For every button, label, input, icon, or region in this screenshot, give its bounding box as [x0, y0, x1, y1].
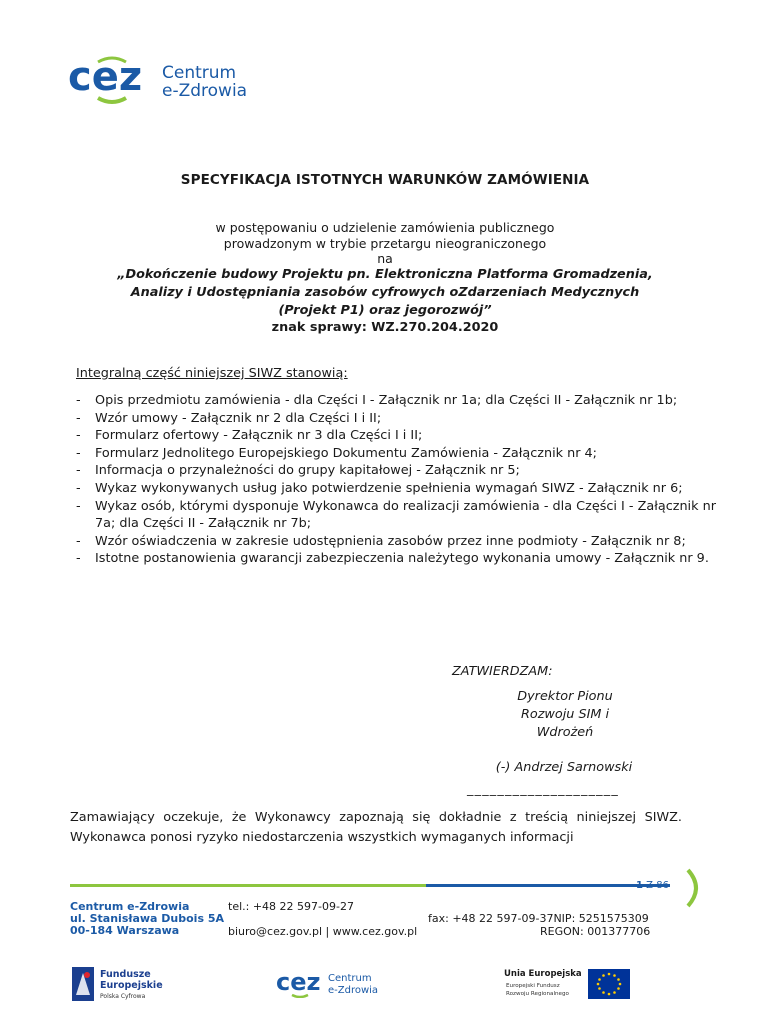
list-dash: -	[76, 410, 81, 426]
ue-logo-line1: Unia Europejska	[504, 969, 582, 979]
subject-line-1: „Dokończenie budowy Projektu pn. Elektroniczna Platforma Gromadzenia,	[117, 267, 653, 282]
page-separator: Z	[646, 880, 654, 891]
fundusze-europejskie-logo	[72, 965, 192, 1003]
subject-line-3: (Projekt P1) oraz jegorozwój”	[278, 303, 492, 318]
footer-city: 00-184 Warszawa	[70, 924, 180, 937]
footer-regon: REGON: 001377706	[540, 925, 651, 938]
attachment-item	[76, 462, 716, 480]
attachment-item	[76, 480, 716, 498]
cez-logo-footer	[276, 968, 388, 998]
list-dash: -	[76, 393, 81, 408]
cez-logo-mark: cez	[68, 54, 143, 100]
cez-footer-line2: e-Zdrowia	[328, 985, 379, 996]
list-dash: -	[76, 533, 81, 549]
attachment-text: Wzór umowy - Załącznik nr 2 dla Części I i II;	[95, 410, 382, 426]
subject-line-2: Analizy i Udostępniania zasobów cyfrowych oZdarzeniach Medycznych	[130, 285, 640, 300]
list-dash: -	[76, 445, 81, 461]
fe-logo-line1: Fundusze	[100, 969, 151, 980]
list-dash: -	[76, 498, 81, 514]
subject-block	[0, 266, 770, 320]
footer-arc-icon	[684, 866, 706, 910]
attachment-text: Wykaz wykonywanych usług jako potwierdzenie spełnienia wymagań SIWZ - Załącznik nr 6;	[95, 480, 683, 496]
cez-footer-line1: Centrum	[328, 973, 372, 984]
footer-divider-green	[70, 884, 426, 887]
footer-street: ul. Stanisława Dubois 5A	[70, 912, 224, 925]
cez-logo-line1: Centrum	[162, 63, 237, 83]
attachment-text: Istotne postanowienia gwarancji zabezpieczenia należytego wykonania umowy - Załącznik nr 9.	[95, 551, 709, 567]
attachment-text: Formularz Jednolitego Europejskiego Dokumentu Zamówienia - Załącznik nr 4;	[95, 445, 597, 461]
attachment-text: Opis przedmiotu zamówienia - dla Części I - Załącznik nr 1a; dla Części II - Załącznik nr 1b;	[95, 393, 678, 408]
attachment-text: Wykaz osób, którymi dysponuje Wykonawca do realizacji zamówienia - dla Części I - Załącznik nr 7a; dla Części II - Załącznik nr 7b;	[95, 498, 716, 532]
approval-role	[480, 688, 650, 742]
case-number: znak sprawy: WZ.270.204.2020	[271, 320, 499, 335]
attachments-heading: Integralną część niniejszej SIWZ stanowią:	[76, 366, 348, 381]
footer-divider-blue	[426, 884, 670, 887]
document-title: SPECYFIKACJA ISTOTNYCH WARUNKÓW ZAMÓWIENIA	[180, 172, 590, 188]
list-dash: -	[76, 551, 81, 567]
approval-role-line-2: Rozwoju SIM i	[520, 707, 610, 722]
approval-name: (-) Andrzej Sarnowski	[495, 760, 633, 775]
closing-paragraph: Zamawiający oczekuje, że Wykonawcy zapoznają się dokładnie z treścią niniejszej SIWZ. Wykonawca ponosi ryzyko niedostarczenia wszystkich wymaganych informacji	[70, 810, 682, 845]
intro-line-3: na	[377, 251, 393, 266]
page-current: 1	[636, 880, 643, 891]
intro-line-1: w postępowaniu o udzielenie zamówienia publicznego	[215, 220, 555, 235]
intro-line-2: prowadzonym w trybie przetargu nieograniczonego	[223, 235, 547, 251]
attachments-list	[76, 392, 716, 568]
fe-logo-line2: Europejskie	[100, 980, 163, 991]
footer-fax-nip: fax: +48 22 597-09-37NIP: 5251575309	[428, 912, 649, 925]
cez-logo-line2: e-Zdrowia	[162, 81, 248, 101]
attachment-item	[76, 410, 716, 428]
intro-block	[0, 220, 770, 267]
cez-logo	[68, 54, 278, 110]
signature-line: ____________________	[467, 782, 619, 797]
ue-logo-line3: Rozwoju Regionalnego	[506, 991, 569, 997]
footer-contact: biuro@cez.gov.pl | www.cez.gov.pl	[228, 925, 418, 938]
list-dash: -	[76, 480, 81, 496]
unia-europejska-logo	[500, 965, 632, 1003]
cez-footer-mark: cez	[276, 968, 321, 996]
list-dash: -	[76, 428, 81, 444]
footer-company: Centrum e-Zdrowia	[70, 900, 190, 913]
attachment-text: Informacja o przynależności do grupy kapitałowej - Załącznik nr 5;	[95, 463, 520, 479]
attachment-item	[76, 427, 716, 445]
attachment-item	[76, 498, 716, 533]
approval-role-line-1: Dyrektor Pionu	[517, 689, 613, 704]
approval-role-line-3: Wdrożeń	[536, 725, 594, 740]
attachment-item	[76, 550, 716, 568]
footer-tel: tel.: +48 22 597-09-27	[228, 900, 354, 913]
attachment-item	[76, 445, 716, 463]
attachment-item	[76, 533, 716, 551]
page-total: 86	[656, 880, 669, 891]
fe-logo-line3: Polska Cyfrowa	[100, 993, 146, 1000]
page-number	[636, 880, 669, 891]
approval-label: ZATWIERDZAM:	[452, 664, 553, 679]
attachment-text: Wzór oświadczenia w zakresie udostępnienia zasobów przez inne podmioty - Załącznik nr 8;	[95, 533, 686, 549]
ue-logo-line2: Europejski Fundusz	[506, 983, 560, 989]
list-dash: -	[76, 463, 81, 479]
attachment-item	[76, 392, 716, 410]
attachment-text: Formularz ofertowy - Załącznik nr 3 dla Części I i II;	[95, 428, 423, 444]
